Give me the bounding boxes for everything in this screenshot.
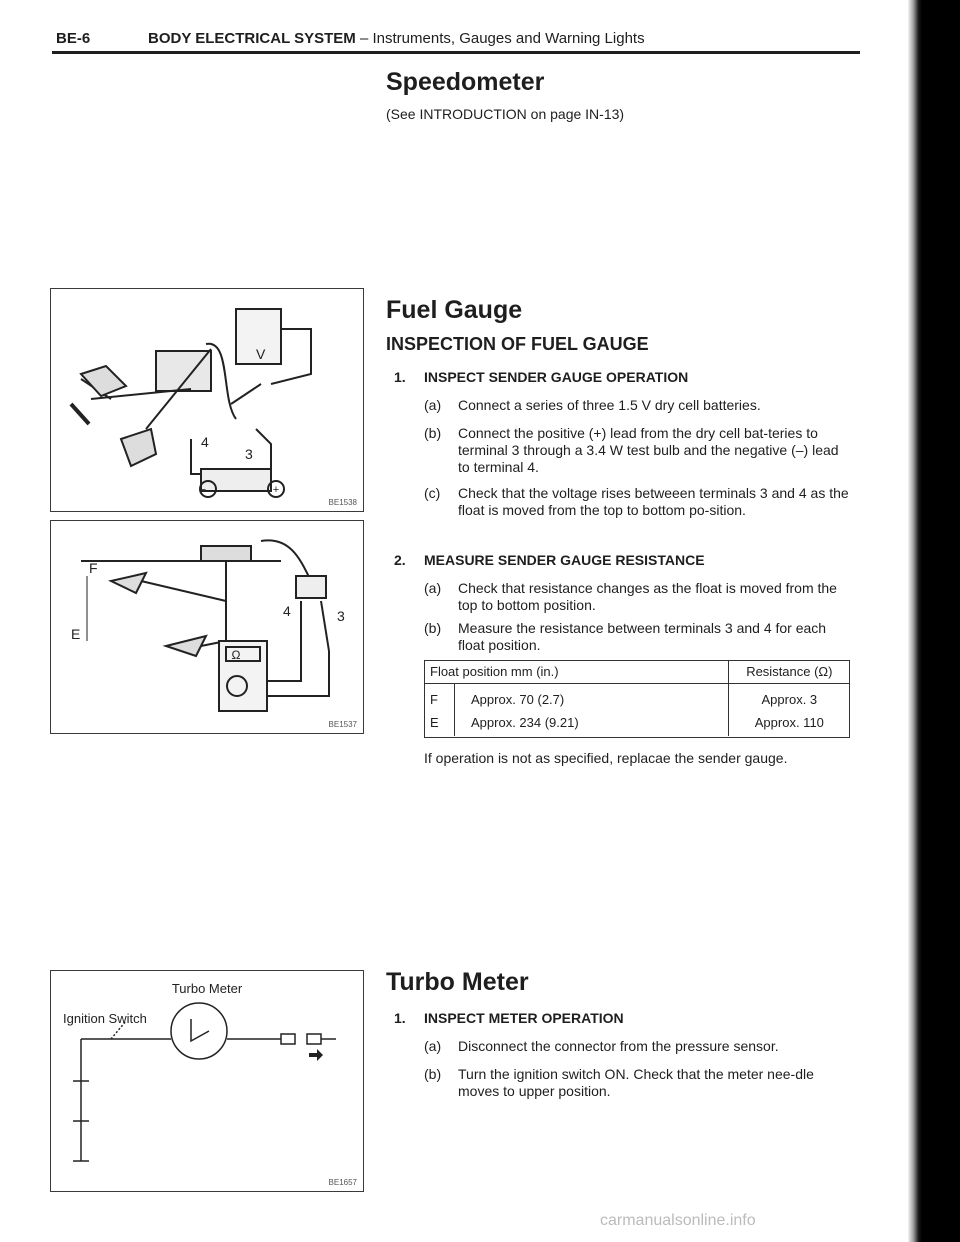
turbo-step1-title: INSPECT METER OPERATION — [424, 1010, 624, 1026]
table-row — [424, 684, 850, 712]
fig3-switch-label: Ignition Switch — [63, 1011, 147, 1026]
step1-a-text: Connect a series of three 1.5 V dry cell batteries. — [458, 397, 761, 413]
table-cell-pos: F — [424, 684, 455, 712]
fig1-terminal-4: 4 — [201, 434, 209, 450]
table-cell-resistance: Approx. 110 — [754, 715, 824, 730]
step1-b-label: (b) — [424, 425, 442, 441]
table-cell-pos: E — [424, 711, 455, 736]
step1-number: 1. — [394, 369, 406, 385]
header-title-rest: – Instruments, Gauges and Warning Lights — [359, 30, 645, 47]
turbo-meter-heading: Turbo Meter — [386, 968, 529, 996]
fig3-title: Turbo Meter — [171, 981, 243, 996]
svg-text:+: + — [272, 484, 280, 496]
fig2-ohm-symbol: Ω — [231, 648, 241, 662]
fig2-terminal-3: 3 — [337, 608, 345, 624]
step1-b-text: Connect the positive (+) lead from the dry cell bat-teries to terminal 3 through a 3.4 W test bulb and the negative (–) lead to terminal 4. — [458, 425, 839, 475]
figure-code: BE1537 — [328, 720, 357, 729]
fig2-terminal-4: 4 — [283, 603, 291, 619]
step1-c-text: Check that the voltage rises betweeen terminals 3 and 4 as the float is moved from the top to bottom po-sition. — [458, 485, 849, 518]
figure-sender-resistance — [50, 520, 364, 734]
fig2-label-empty: E — [71, 626, 81, 642]
header-rule — [52, 51, 860, 54]
turbo-step1-b-text: Turn the ignition switch ON. Check that the meter nee-dle moves to upper position. — [458, 1066, 814, 1099]
scan-edge-bar — [922, 0, 960, 1242]
watermark: carmanualsonline.info — [600, 1212, 756, 1229]
step1-a-label: (a) — [424, 397, 442, 413]
svg-text:−: − — [199, 484, 207, 496]
scan-edge-gradient — [908, 0, 922, 1242]
figure-code: BE1538 — [328, 498, 357, 507]
fig2-label-full: F — [89, 560, 98, 576]
step2-number: 2. — [394, 552, 406, 568]
step2-a-label: (a) — [424, 580, 442, 596]
turbo-step1-a-label: (a) — [424, 1038, 442, 1054]
fuel-result-text: If operation is not as specified, replacae the sender gauge. — [424, 750, 788, 766]
step2-b-text: Measure the resistance between terminals 3 and 4 for each float position. — [458, 620, 827, 653]
fuel-gauge-heading: Fuel Gauge — [386, 296, 523, 324]
table-header-float: Float position mm (in.) — [424, 660, 728, 684]
speedometer-note: (See INTRODUCTION on page IN-13) — [386, 106, 625, 122]
fig1-terminal-3: 3 — [245, 446, 253, 462]
turbo-step1-number: 1. — [394, 1010, 406, 1026]
figure-sender-operation — [50, 288, 364, 512]
figure-turbo-meter — [50, 970, 364, 1192]
turbo-meter-diagram — [51, 971, 363, 1191]
table-cell-value: Approx. 234 (9.21) — [455, 711, 729, 736]
figure-code: BE1657 — [328, 1178, 357, 1187]
fuel-gauge-subheading: INSPECTION OF FUEL GAUGE — [386, 334, 649, 354]
step2-a-text: Check that resistance changes as the float is moved from the top to bottom position. — [458, 580, 837, 613]
table-cell-value: Approx. 70 (2.7) — [455, 684, 729, 712]
page-header-title — [148, 30, 645, 47]
header-title-bold: BODY ELECTRICAL SYSTEM — [148, 30, 356, 47]
table-row — [424, 711, 850, 736]
step2-title: MEASURE SENDER GAUGE RESISTANCE — [424, 552, 705, 568]
arrow-icon — [309, 1049, 323, 1061]
turbo-step1-b-label: (b) — [424, 1066, 442, 1082]
sender-resistance-diagram — [51, 521, 363, 733]
fig1-voltmeter-label: V — [256, 346, 266, 362]
resistance-table — [424, 660, 850, 736]
step1-title: INSPECT SENDER GAUGE OPERATION — [424, 369, 689, 385]
page-code: BE-6 — [56, 30, 91, 47]
sender-operation-diagram — [51, 289, 363, 511]
step2-b-label: (b) — [424, 620, 442, 636]
table-header-row — [424, 660, 850, 684]
turbo-step1-a-text: Disconnect the connector from the pressure sensor. — [458, 1038, 779, 1054]
table-header-resistance: Resistance (Ω) — [728, 660, 850, 684]
table-cell-resistance: Approx. 3 — [761, 692, 818, 707]
speedometer-heading: Speedometer — [386, 68, 545, 96]
step1-c-label: (c) — [424, 485, 441, 501]
